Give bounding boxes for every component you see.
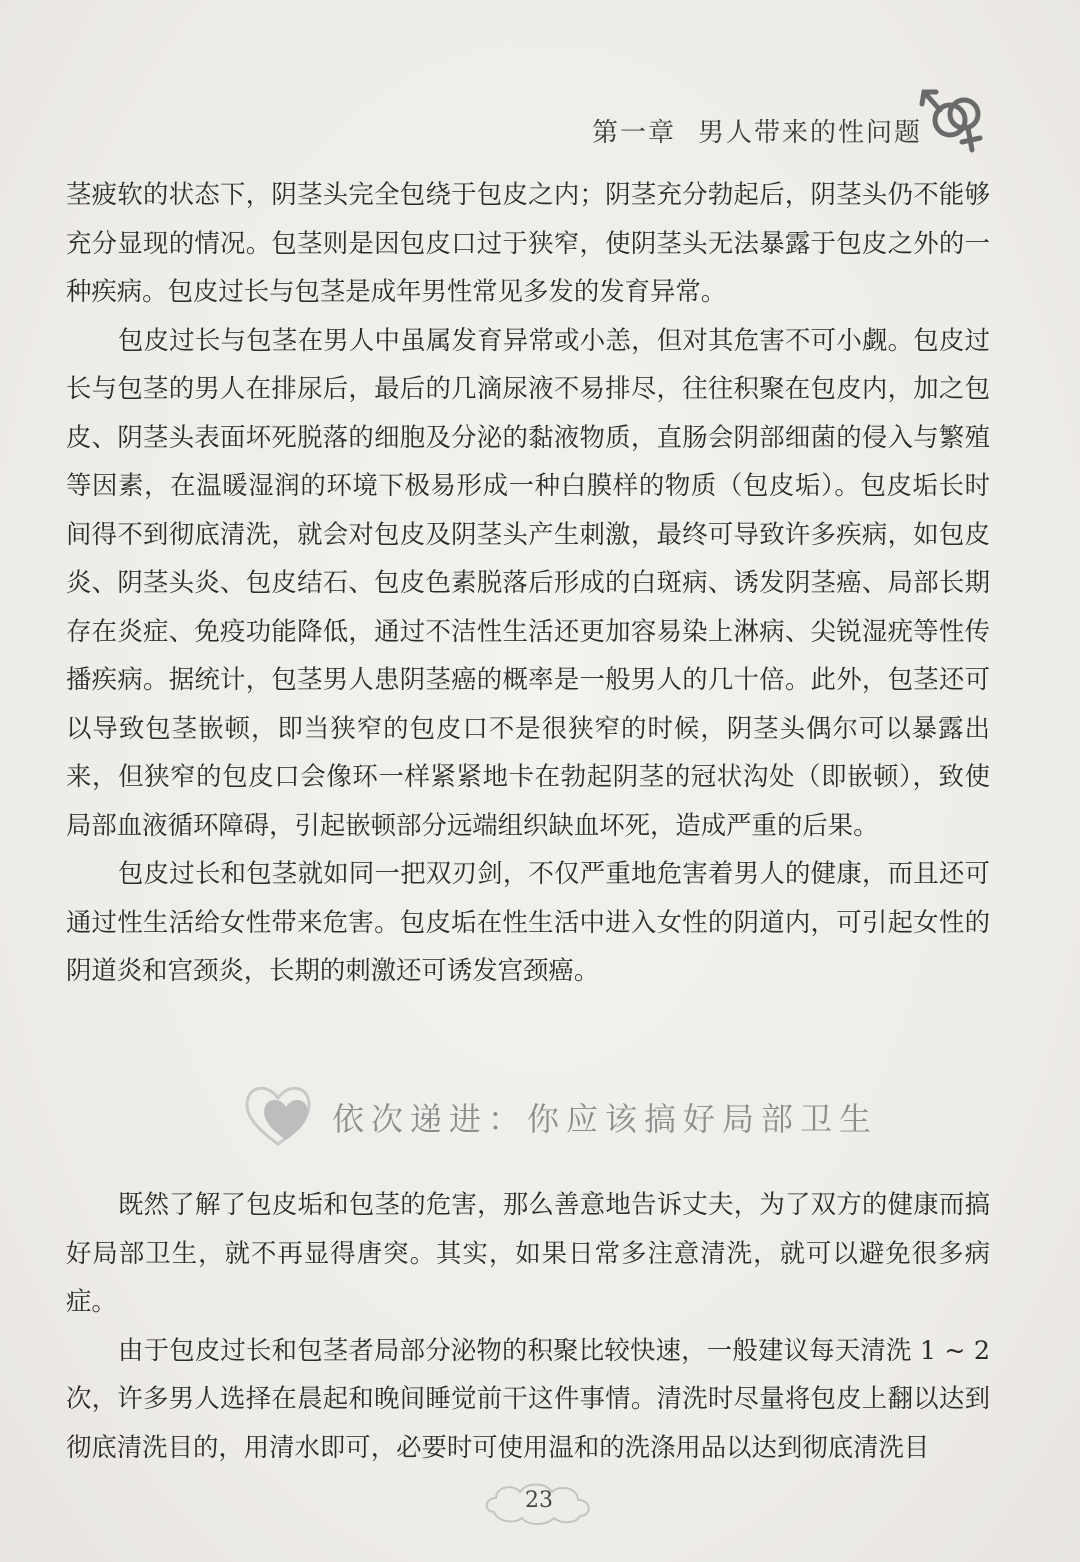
chapter-label: 第一章 — [591, 118, 676, 148]
section-title: 依次递进：你应该搞好局部卫生 — [332, 1100, 879, 1138]
page-footer — [480, 1478, 598, 1528]
body-text-top — [66, 170, 990, 995]
body-text-bottom — [66, 1180, 990, 1471]
section-heading — [240, 1080, 880, 1150]
paragraph: 茎疲软的状态下，阴茎头完全包绕于包皮之内；阴茎充分勃起后，阴茎头仍不能够充分显现的情况。包茎则是因包皮口过于狭窄，使阴茎头无法暴露于包皮之外的一种疾病。包皮过长与包茎是成年男性常见多发的发育异常。 — [66, 179, 990, 306]
page-number: 23 — [525, 1488, 553, 1513]
running-header — [570, 112, 922, 149]
heart-icon — [240, 1080, 320, 1150]
chapter-title: 男人带来的性问题 — [697, 118, 922, 148]
paragraph: 由于包皮过长和包茎者局部分泌物的积聚比较快速，一般建议每天清洗 1 ~ 2 次，许多男人选择在晨起和晚间睡觉前干这件事情。清洗时尽量将包皮上翻以达到彻底清洗目的，用清水即可，必要时可使用温和的洗涤用品以达到彻底清洗目 — [66, 1334, 990, 1462]
paragraph: 包皮过长和包茎就如同一把双刃剑，不仅严重地危害着男人的健康，而且还可通过性生活给女性带来危害。包皮垢在性生活中进入女性的阴道内，可引起女性的阴道炎和宫颈炎，长期的刺激还可诱发宫颈癌。 — [66, 858, 990, 985]
gender-symbol-icon — [914, 80, 994, 160]
paragraph: 既然了解了包皮垢和包茎的危害，那么善意地告诉丈夫，为了双方的健康而搞好局部卫生，就不再显得唐突。其实，如果日常多注意清洗，就可以避免很多病症。 — [66, 1189, 990, 1316]
paragraph: 包皮过长与包茎在男人中虽属发育异常或小恙，但对其危害不可小觑。包皮过长与包茎的男人在排尿后，最后的几滴尿液不易排尽，往往积聚在包皮内，加之包皮、阴茎头表面坏死脱落的细胞及分泌的黏液物质，直肠会阴部细菌的侵入与繁殖等因素，在温暖湿润的环境下极易形成一种白膜样的物质（包皮垢）。包皮垢长时间得不到彻底清洗，就会对包皮及阴茎头产生刺激，最终可导致许多疾病，如包皮炎、阴茎头炎、包皮结石、包皮色素脱落后形成的白斑病、诱发阴茎癌、局部长期存在炎症、免疫功能降低，通过不洁性生活还更加容易染上淋病、尖锐湿疣等性传播疾病。据统计，包茎男人患阴茎癌的概率是一般男人的几十倍。此外，包茎还可以导致包茎嵌顿，即当狭窄的包皮口不是很狭窄的时候，阴茎头偶尔可以暴露出来，但狭窄的包皮口会像环一样紧紧地卡在勃起阴茎的冠状沟处（即嵌顿），致使局部血液循环障碍，引起嵌顿部分远端组织缺血坏死，造成严重的后果。 — [66, 324, 990, 840]
